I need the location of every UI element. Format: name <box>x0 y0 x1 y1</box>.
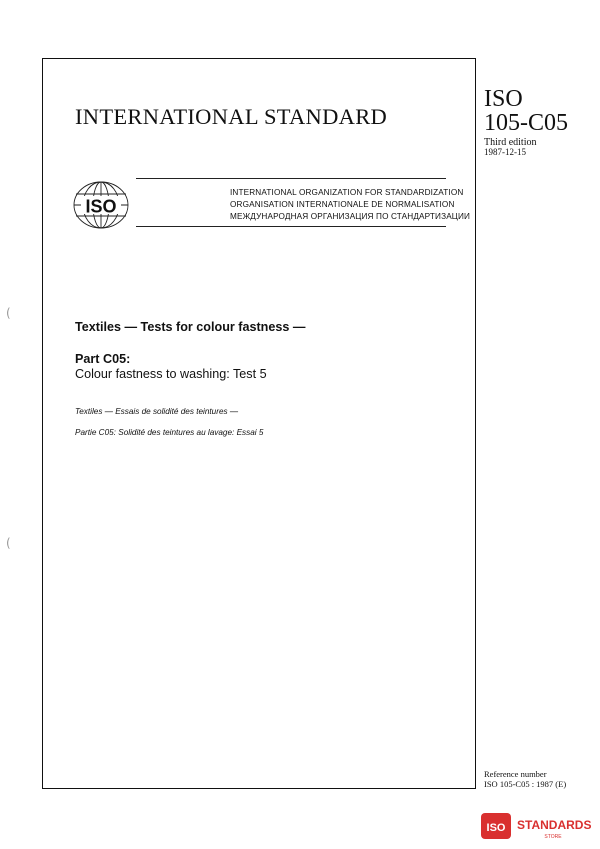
edition-date: 1987-12-15 <box>484 147 526 157</box>
watermark-name: STANDARDS <box>517 818 591 832</box>
document-title: Textiles — Tests for colour fastness — <box>75 320 306 334</box>
part-subtitle: Colour fastness to washing: Test 5 <box>75 367 267 381</box>
org-name-english: INTERNATIONAL ORGANIZATION FOR STANDARDIZATION <box>230 188 464 197</box>
org-rule-top <box>136 178 446 179</box>
reference-label: Reference number <box>484 769 547 779</box>
watermark-tag: STORE <box>544 834 562 840</box>
iso-label: ISO <box>484 86 523 112</box>
scan-mark-upper: ( <box>6 306 11 320</box>
document-type-title: INTERNATIONAL STANDARD <box>75 104 388 129</box>
logo-text: ISO <box>85 196 117 217</box>
part-label: Part C05: <box>75 352 131 366</box>
french-part-title: Partie C05: Solidité des teintures au lavage: Essai 5 <box>75 428 264 437</box>
edition-label: Third edition <box>484 137 537 148</box>
standards-store-watermark <box>481 812 591 842</box>
french-title: Textiles — Essais de solidité des teintures — <box>75 407 239 416</box>
scan-mark-lower: ( <box>6 536 11 550</box>
watermark-badge-text: ISO <box>486 822 506 834</box>
standard-code: 105-C05 <box>484 110 568 136</box>
org-rule-bottom <box>136 226 446 227</box>
reference-number: ISO 105-C05 : 1987 (E) <box>484 779 567 789</box>
org-name-russian: МЕЖДУНАРОДНАЯ ОРГАНИЗАЦИЯ ПО СТАНДАРТИЗАЦИИ <box>230 212 471 221</box>
org-name-french: ORGANISATION INTERNATIONALE DE NORMALISATION <box>230 200 455 209</box>
iso-globe-logo <box>72 180 130 230</box>
document-frame <box>42 58 476 789</box>
